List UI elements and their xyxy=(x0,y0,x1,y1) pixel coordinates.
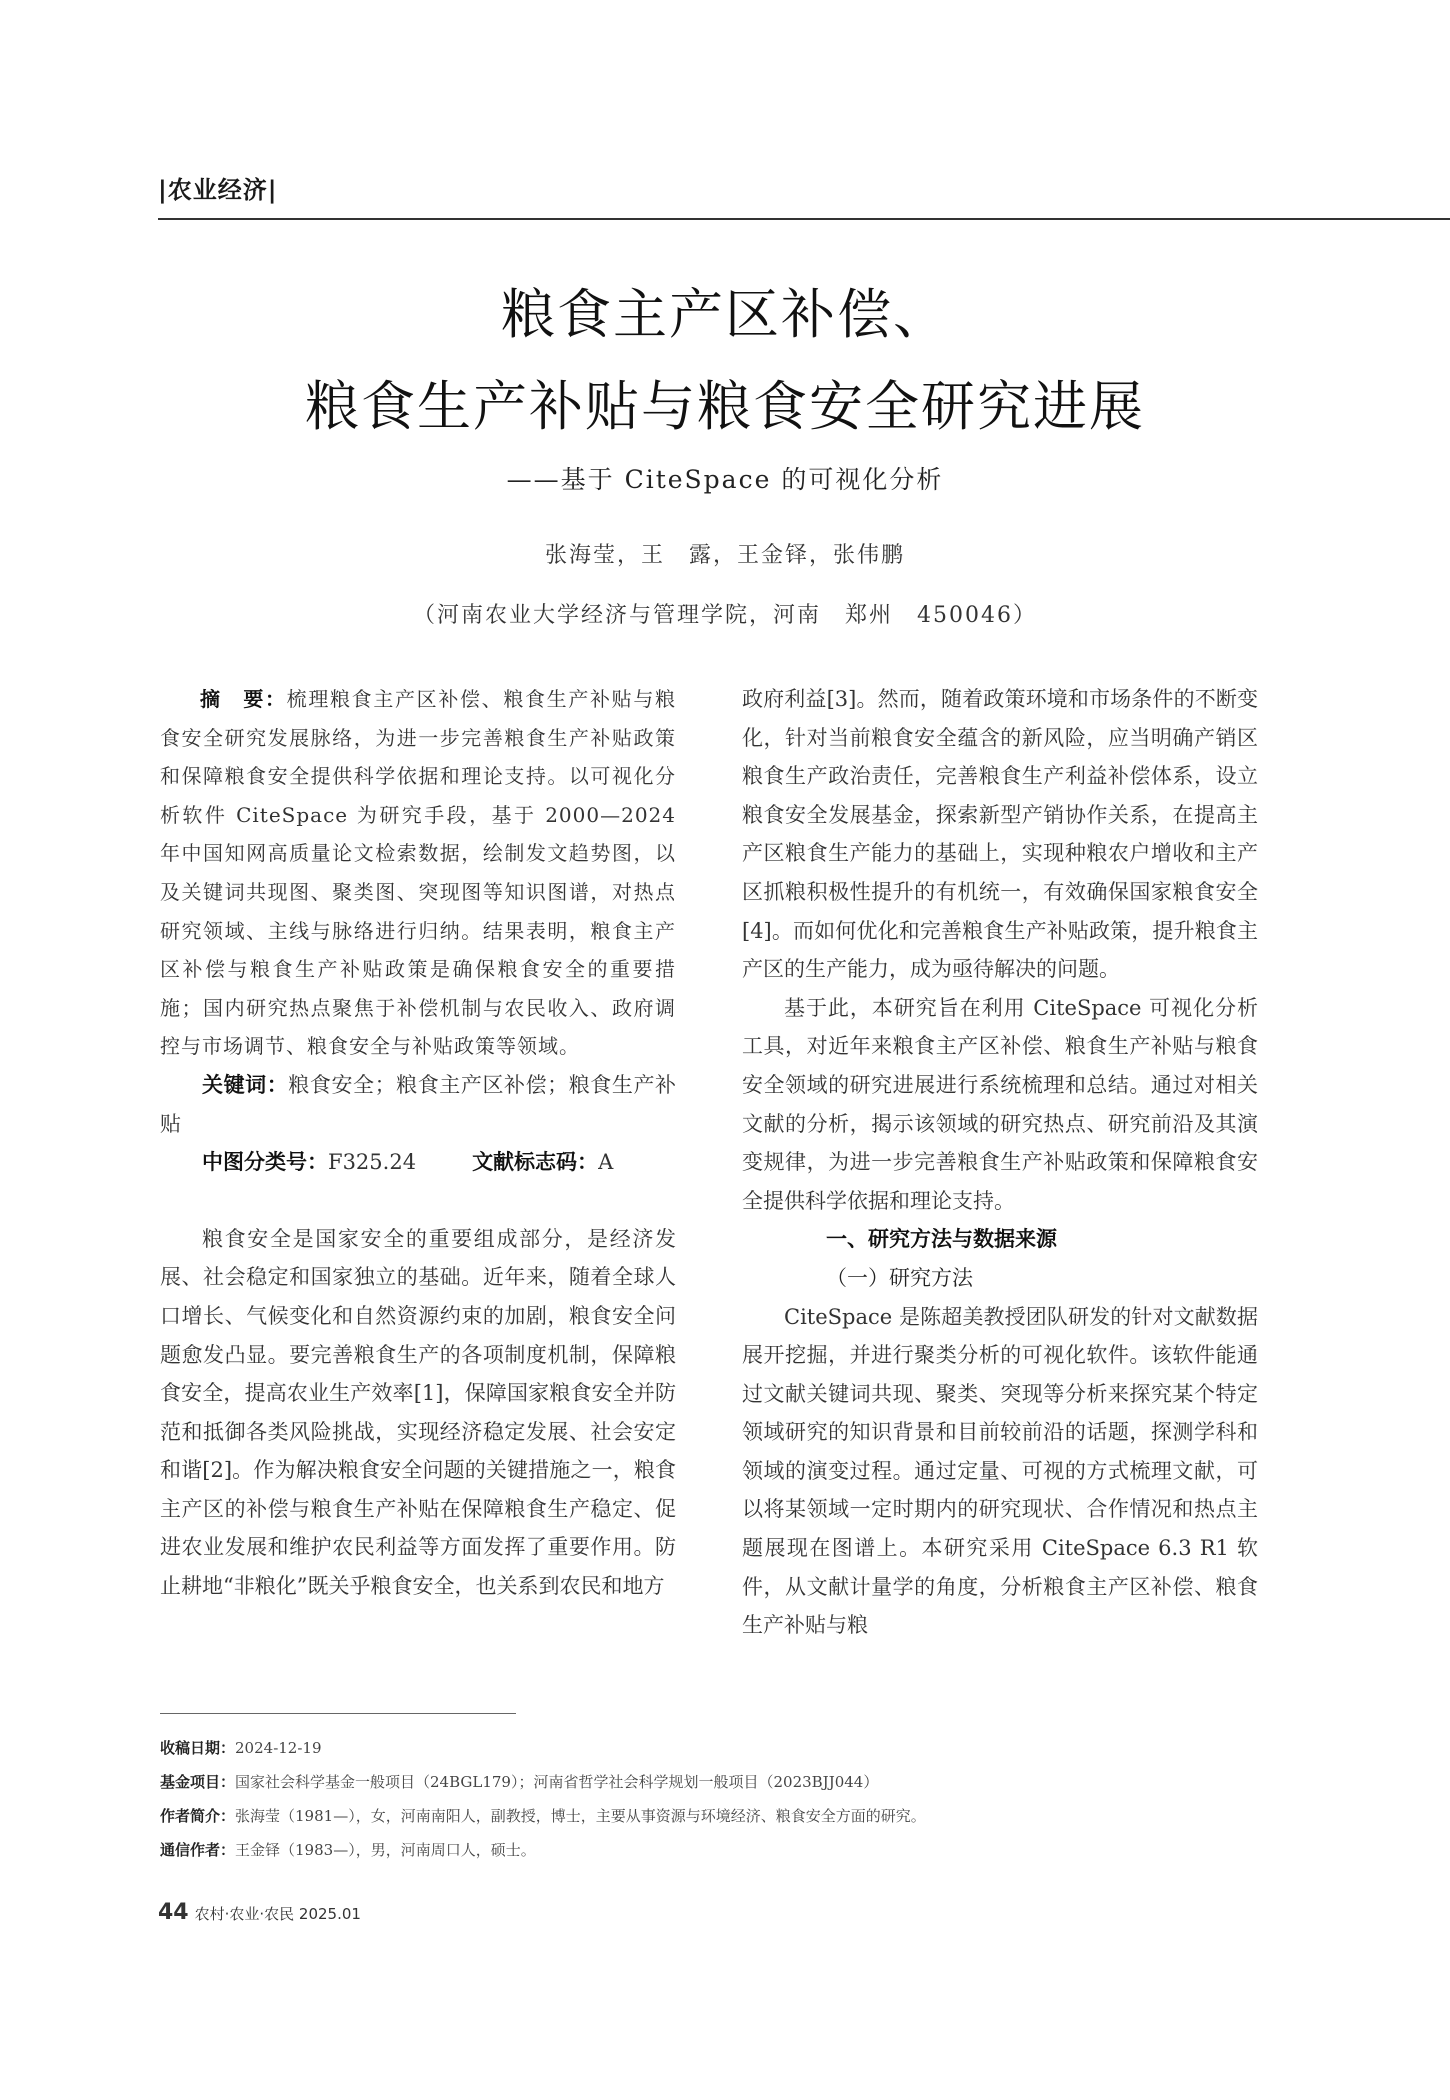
keywords xyxy=(160,1066,676,1143)
authors: 张海莹，王 露，王金铎，张伟鹏 xyxy=(544,543,905,568)
footnotes xyxy=(160,1731,1280,1867)
subtitle: ——基于 CiteSpace 的可视化分析 xyxy=(506,465,944,494)
author-bio-label: 作者简介： xyxy=(160,1807,236,1825)
page-number: 44 xyxy=(158,1900,189,1925)
keywords-text: 粮食安全；粮食主产区补偿；粮食生产补贴 xyxy=(160,1072,677,1136)
body-paragraph-1: 政府利益[3]。然而，随着政策环境和市场条件的不断变化，针对当前粮食安全蕴含的新风险，应当明确产销区粮食生产政治责任，完善粮食生产利益补偿体系，设立粮食安全发展基金，探索新型产销协作关系，在提高主产区粮食生产能力的基础上，实现种粮农户增收和主产区抓粮积极性提升的有机统一，有效确保国家粮食安全[4]。而如何优化和完善粮食生产补贴政策，提升粮食主产区的生产能力，成为亟待解决的问题。 xyxy=(742,687,1258,982)
body-paragraph-2: 基于此，本研究旨在利用 CiteSpace 可视化分析工具，对近年来粮食主产区补偿、粮食生产补贴与粮食安全领域的研究进展进行系统梳理和总结。通过对相关文献的分析，揭示该领域的研究热点、研究前沿及其演变规律，为进一步完善粮食生产补贴政策和保障粮食安全提供科学依据和理论支持。 xyxy=(742,995,1258,1213)
right-column xyxy=(742,680,1258,1645)
fund-text: 国家社会科学基金一般项目（24BGL179）；河南省哲学社会科学规划一般项目（2023BJJ044） xyxy=(235,1773,879,1791)
title-line-2: 粮食生产补贴与粮食安全研究进展 xyxy=(305,375,1145,438)
journal-info: 农村·农业·农民 2025.01 xyxy=(194,1905,361,1923)
clc-label: 中图分类号： xyxy=(202,1150,328,1175)
received-label: 收稿日期： xyxy=(160,1739,236,1757)
footnote-received xyxy=(160,1731,1280,1765)
author-bio-text: 张海莹（1981—），女，河南南阳人，副教授，博士，主要从事资源与环境经济、粮食安全方面的研究。 xyxy=(235,1807,926,1825)
body-paragraph-3: CiteSpace 是陈超美教授团队研发的针对文献数据展开挖掘，并进行聚类分析的可视化软件。该软件能通过文献关键词共现、聚类、突现等分析来探究某个特定领域研究的知识背景和目前较前沿的话题，探测学科和领域的演变过程。通过定量、可视的方式梳理文献，可以将某领域一定时期内的研究现状、合作情况和热点主题展现在图谱上。本研究采用 CiteSpace 6.3 R1 软件，从文献计量学的角度，分析粮食主产区补偿、粮食生产补贴与粮 xyxy=(742,1304,1258,1638)
section-heading: 一、研究方法与数据来源 xyxy=(826,1227,1057,1252)
footnote-corresponding xyxy=(160,1833,1280,1867)
classification xyxy=(160,1143,676,1182)
footnote-fund xyxy=(160,1765,1280,1799)
abstract-label: 摘 要： xyxy=(200,687,287,711)
fund-label: 基金项目： xyxy=(160,1773,236,1791)
intro-paragraph: 粮食安全是国家安全的重要组成部分，是经济发展、社会稳定和国家独立的基础。近年来，随着全球人口增长、气候变化和自然资源约束的加剧，粮食安全问题愈发凸显。要完善粮食生产的各项制度机制，保障粮食安全，提高农业生产效率[1]，保障国家粮食安全并防范和抵御各类风险挑战，实现经济稳定发展、社会安定和谐[2]。作为解决粮食安全问题的关键措施之一，粮食主产区的补偿与粮食生产补贴在保障粮食生产稳定、促进农业发展和维护农民利益等方面发挥了重要作用。防止耕地“非粮化”既关乎粮食安全，也关系到农民和地方 xyxy=(160,1226,676,1599)
page-footer xyxy=(158,1900,361,1925)
footnote-rule xyxy=(160,1713,516,1714)
corresponding-label: 通信作者： xyxy=(160,1841,236,1859)
doc-code-label: 文献标志码： xyxy=(472,1150,599,1175)
affiliation: （河南农业大学经济与管理学院，河南 郑州 450046） xyxy=(413,603,1037,628)
abstract-text: 梳理粮食主产区补偿、粮食生产补贴与粮食安全研究发展脉络，为进一步完善粮食生产补贴政策和保障粮食安全提供科学依据和理论支持。以可视化分析软件 CiteSpace 为研究手段，基于 2000—2024 年中国知网高质量论文检索数据，绘制发文趋势图，以及关键词共现图、聚类图、突现图等知识图谱，对热点研究领域、主线与脉络进行归纳。结果表明，粮食主产区补偿与粮食生产补贴政策是确保粮食安全的重要措施；国内研究热点聚焦于补偿机制与农民收入、政府调控与市场调节、粮食安全与补贴政策等领域。 xyxy=(160,687,677,1059)
left-column xyxy=(160,680,676,1606)
title-line-1: 粮食主产区补偿、 xyxy=(501,283,949,346)
header-rule xyxy=(158,218,1450,220)
section-tag: |农业经济| xyxy=(158,176,278,204)
received-date: 2024-12-19 xyxy=(235,1739,322,1757)
clc-value: F325.24 xyxy=(328,1150,417,1175)
subsection-heading: （一）研究方法 xyxy=(826,1265,973,1290)
abstract xyxy=(160,680,676,1066)
footnote-author xyxy=(160,1799,1280,1833)
doc-code-value: A xyxy=(598,1150,614,1175)
corresponding-text: 王金铎（1983—），男，河南周口人，硕士。 xyxy=(235,1841,536,1859)
keywords-label: 关键词： xyxy=(202,1072,289,1097)
